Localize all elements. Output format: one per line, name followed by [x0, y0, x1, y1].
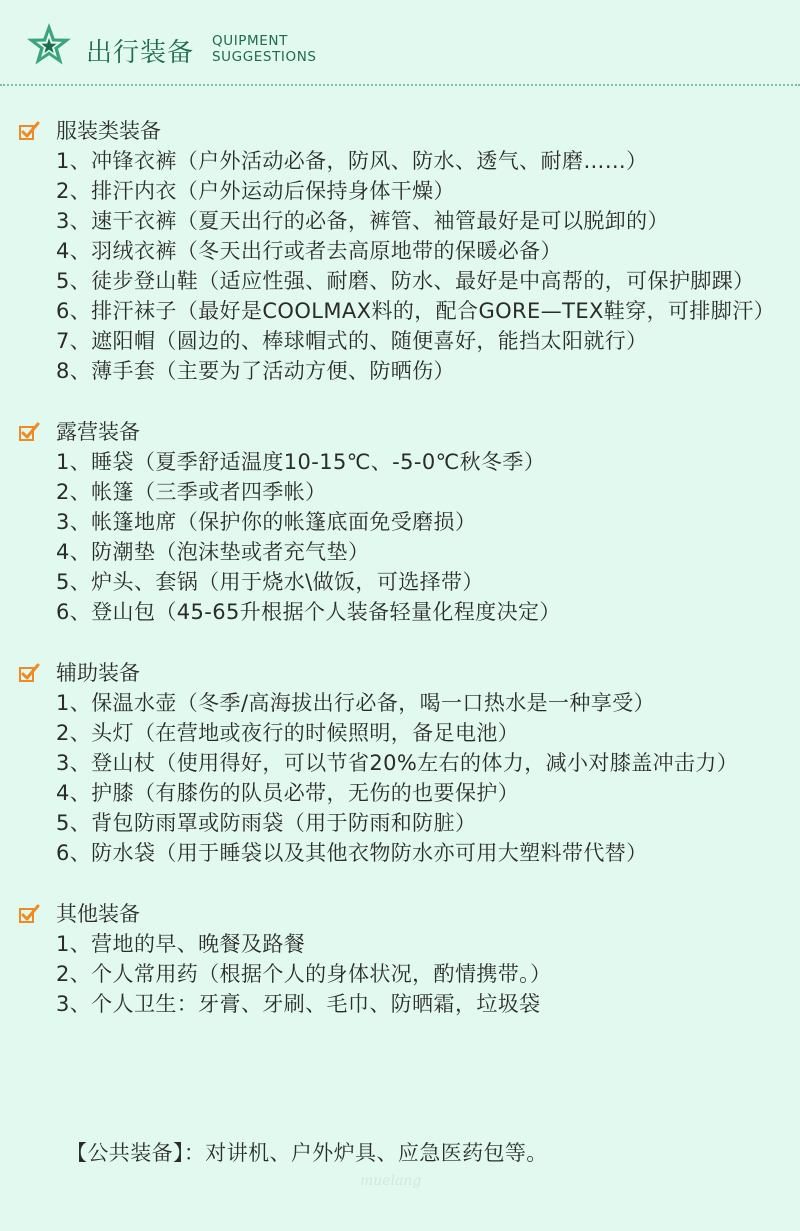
list-item: 6、排汗袜子（最好是COOLMAX料的，配合GORE—TEX鞋穿，可排脚汗） — [56, 299, 775, 323]
list-item: 5、徒步登山鞋（适应性强、耐磨、防水、最好是中高帮的，可保护脚踝） — [56, 269, 755, 293]
checkbox-checked-icon — [18, 120, 40, 142]
section-clothing — [0, 116, 800, 386]
list-item: 2、个人常用药（根据个人的身体状况，酌情携带。） — [56, 962, 552, 986]
watermark-logo: muelang — [360, 1173, 422, 1189]
checkbox-checked-icon — [18, 421, 40, 443]
list-item: 2、帐篷（三季或者四季帐） — [56, 480, 327, 504]
page-header — [26, 20, 786, 70]
section-auxiliary — [0, 658, 800, 868]
list-item: 1、睡袋（夏季舒适温度10-15℃、-5-0℃秋冬季） — [56, 450, 546, 474]
list-item: 1、保温水壶（冬季/高海拔出行必备，喝一口热水是一种享受） — [56, 691, 656, 715]
section-title: 露营装备 — [56, 420, 140, 444]
list-item: 2、排汗内衣（户外运动后保持身体干燥） — [56, 179, 455, 203]
section-title: 辅助装备 — [56, 661, 140, 685]
section-title: 其他装备 — [56, 902, 140, 926]
list-item: 4、羽绒衣裤（冬天出行或者去高原地带的保暖必备） — [56, 239, 562, 263]
list-item: 2、头灯（在营地或夜行的时候照明，备足电池） — [56, 721, 520, 745]
list-item: 5、炉头、套锅（用于烧水\做饭，可选择带） — [56, 570, 484, 594]
section-heading — [0, 417, 800, 447]
list-item: 3、登山杖（使用得好，可以节省20%左右的体力，减小对膝盖冲击力） — [56, 751, 739, 775]
list-item: 1、冲锋衣裤（户外活动必备，防风、防水、透气、耐磨……） — [56, 149, 648, 173]
section-heading — [0, 116, 800, 146]
public-equipment-note: 【公共装备】：对讲机、户外炉具、应急医药包等。 — [66, 1141, 548, 1165]
section-heading — [0, 658, 800, 688]
list-item: 1、营地的早、晚餐及路餐 — [56, 932, 306, 956]
subtitle-line-2: SUGGESTIONS — [212, 49, 317, 65]
list-item: 6、登山包（45-65升根据个人装备轻量化程度决定） — [56, 600, 561, 624]
page-subtitle-en — [212, 33, 317, 65]
checkbox-checked-icon — [18, 662, 40, 684]
section-camping — [0, 417, 800, 627]
list-item: 6、防水袋（用于睡袋以及其他衣物防水亦可用大塑料带代替） — [56, 841, 648, 865]
list-item: 3、速干衣裤（夏天出行的必备，裤管、袖管最好是可以脱卸的） — [56, 209, 669, 233]
subtitle-line-1: QUIPMENT — [212, 33, 288, 49]
dotted-divider — [0, 84, 800, 86]
list-item: 7、遮阳帽（圆边的、棒球帽式的、随便喜好，能挡太阳就行） — [56, 329, 648, 353]
checkbox-checked-icon — [18, 903, 40, 925]
section-other — [0, 899, 800, 1019]
list-item: 3、帐篷地席（保护你的帐篷底面免受磨损） — [56, 510, 477, 534]
list-item: 3、个人卫生：牙膏、牙刷、毛巾、防晒霜，垃圾袋 — [56, 992, 541, 1016]
list-item: 4、防潮垫（泡沫垫或者充气垫） — [56, 540, 370, 564]
list-item: 5、背包防雨罩或防雨袋（用于防雨和防脏） — [56, 811, 477, 835]
star-icon — [26, 22, 72, 68]
list-item: 4、护膝（有膝伤的队员必带，无伤的也要保护） — [56, 781, 520, 805]
section-heading — [0, 899, 800, 929]
equipment-list — [0, 116, 800, 1050]
page-title: 出行装备 — [86, 38, 195, 68]
section-title: 服装类装备 — [56, 119, 161, 143]
list-item: 8、薄手套（主要为了活动方便、防晒伤） — [56, 359, 455, 383]
